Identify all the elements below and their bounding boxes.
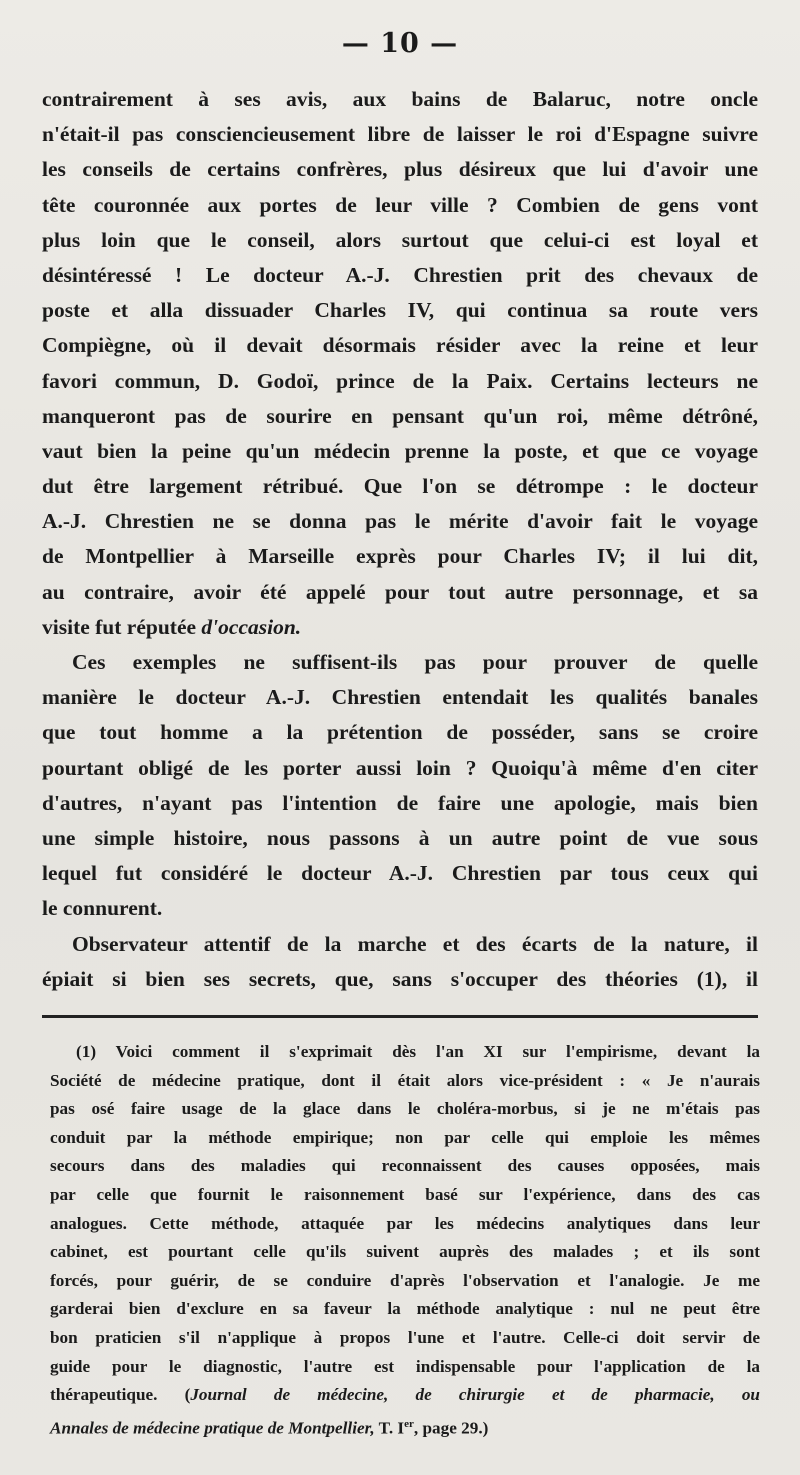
footnote-line: pas osé faire usage de la glace dans le choléra-morbus, si je ne m'étais pas — [50, 1099, 760, 1119]
text-segment: thérapeutique. ( — [50, 1385, 191, 1405]
text-line: favori commun, D. Godoï, prince de la Paix. Certains lecteurs ne — [42, 368, 758, 393]
footnote-line: forcés, pour guérir, de se conduire d'après l'observation et l'analogie. Je me — [50, 1270, 760, 1290]
text-line: que tout homme a la prétention de posséder, sans se croire — [42, 720, 758, 745]
text-line: Compiègne, où il devait désormais résider avec la reine et leur — [42, 333, 758, 358]
footnote-divider — [42, 1015, 758, 1018]
main-text — [42, 82, 758, 997]
footnote-line: par celle que fournit le raisonnement basé sur l'expérience, dans des cas — [50, 1184, 760, 1204]
text-line: dut être largement rétribué. Que l'on se détrompe : le docteur — [42, 474, 758, 499]
footnote-line: analogues. Cette méthode, attaquée par les médecins analytiques dans leur — [50, 1213, 760, 1233]
footnote — [50, 1038, 760, 1438]
footnote-line: conduit par la méthode empirique; non par celle qui emploie les mêmes — [50, 1127, 760, 1147]
text-line: poste et alla dissuader Charles IV, qui continua sa route vers — [42, 298, 758, 323]
footnote-line: garderai bien d'exclure en sa faveur la méthode analytique : nul ne peut être — [50, 1299, 760, 1319]
journal-subtitle: Annales de médecine pratique de Montpellier, — [50, 1418, 375, 1438]
volume-label: T. I — [374, 1418, 405, 1438]
footnote-line: guide pour le diagnostic, l'autre est indispensable pour l'application de la — [50, 1356, 760, 1376]
text-line: d'autres, n'ayant pas l'intention de faire une apologie, mais bien — [42, 790, 758, 815]
volume-superscript: er — [404, 1417, 414, 1430]
text-segment: visite fut réputée — [42, 614, 197, 639]
text-line: n'était-il pas consciencieusement libre de laisser le roi d'Espagne suivre — [42, 122, 758, 147]
text-line: épiait si bien ses secrets, que, sans s'occuper des théories (1), il — [42, 966, 758, 991]
footnote-line-citation — [50, 1410, 760, 1439]
text-line: de Montpellier à Marseille exprès pour Charles IV; il lui dit, — [42, 544, 758, 569]
footnote-line: bon praticien s'il n'applique à propos l'une et l'autre. Celle-ci doit servir de — [50, 1327, 760, 1347]
footnote-line-citation — [50, 1381, 760, 1410]
footnote-line: (1) Voici comment il s'exprimait dès l'an XI sur l'empirisme, devant la — [76, 1042, 760, 1061]
text-line: manière le docteur A.-J. Chrestien entendait les qualités banales — [42, 685, 758, 710]
text-line: vaut bien la peine qu'un médecin prenne la poste, et que ce voyage — [42, 438, 758, 463]
text-line: une simple histoire, nous passons à un autre point de vue sous — [42, 825, 758, 850]
footnote-line: secours dans des maladies qui reconnaissent des causes opposées, mais — [50, 1156, 760, 1176]
text-line: tête couronnée aux portes de leur ville ? Combien de gens vont — [42, 192, 758, 217]
page-number: — 10 — — [341, 28, 459, 59]
text-line: le connurent. — [42, 896, 163, 921]
text-line: au contraire, avoir été appelé pour tout autre personnage, et sa — [42, 579, 758, 604]
text-line: A.-J. Chrestien ne se donna pas le mérite d'avoir fait le voyage — [42, 509, 758, 534]
text-line: pourtant obligé de les porter aussi loin ? Quoiqu'à même d'en citer — [42, 755, 758, 780]
paragraph-start-line: Observateur attentif de la marche et des écarts de la nature, il — [72, 931, 758, 956]
text-line: manqueront pas de sourire en pensant qu'un roi, même détrôné, — [42, 403, 758, 428]
text-line-with-italic — [42, 610, 758, 645]
italic-term: d'occasion. — [201, 614, 302, 639]
footnote-line: Société de médecine pratique, dont il était alors vice-président : « Je n'aurais — [50, 1070, 760, 1090]
text-line: désintéressé ! Le docteur A.-J. Chrestien prit des chevaux de — [42, 262, 758, 287]
journal-title: Journal de médecine, de chirurgie et de pharmacie, ou — [190, 1385, 760, 1405]
text-line: les conseils de certains confrères, plus désireux que lui d'avoir une — [42, 157, 758, 182]
text-line: lequel fut considéré le docteur A.-J. Chrestien par tous ceux qui — [42, 861, 758, 886]
text-line: plus loin que le conseil, alors surtout que celui-ci est loyal et — [42, 227, 758, 252]
paragraph-start-line: Ces exemples ne suffisent-ils pas pour prouver de quelle — [72, 650, 758, 674]
page-ref: , page 29.) — [413, 1418, 489, 1438]
footnote-line: cabinet, est pourtant celle qu'ils suivent auprès des malades ; et ils sont — [50, 1242, 760, 1262]
text-line: contrairement à ses avis, aux bains de Balaruc, notre oncle — [42, 87, 758, 111]
